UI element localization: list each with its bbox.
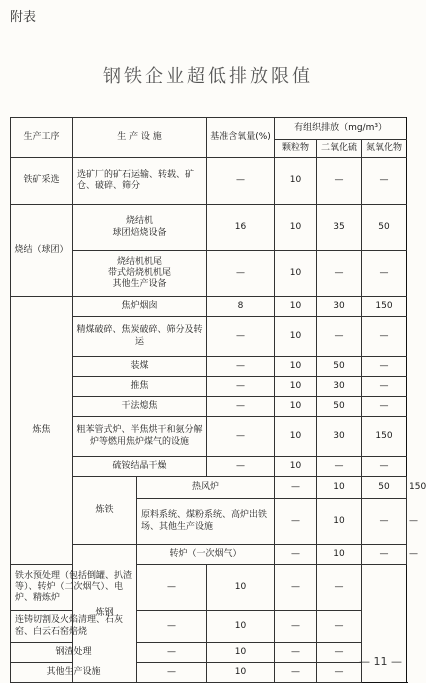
nox-cell: — bbox=[362, 457, 407, 477]
oxygen-cell: — bbox=[137, 643, 207, 663]
header-pm: 颗粒物 bbox=[275, 140, 317, 158]
process-cell: 炼钢 bbox=[73, 545, 137, 683]
facility-cell: 铁水预处理（包括倒罐、扒渣等）、转炉（二次烟气）、电炉、精炼炉 bbox=[11, 565, 137, 611]
oxygen-cell: 8 bbox=[207, 297, 275, 317]
nox-cell: — bbox=[362, 317, 407, 357]
facility-cell: 连铸切割及火焰清理、石灰窑、白云石窑焙烧 bbox=[11, 611, 137, 643]
oxygen-cell: 16 bbox=[207, 205, 275, 251]
oxygen-cell: — bbox=[207, 357, 275, 377]
table-row: 炼钢 转炉（一次烟气） — 10 — — bbox=[11, 545, 407, 565]
table-row bbox=[11, 565, 407, 611]
facility-cell: 转炉（一次烟气） bbox=[137, 545, 275, 565]
so2-cell: — bbox=[317, 158, 362, 205]
facility-cell: 焦炉烟囱 bbox=[73, 297, 207, 317]
oxygen-cell: — bbox=[137, 663, 207, 683]
facility-cell: 原料系统、煤粉系统、高炉出铁场、其他生产设施 bbox=[137, 499, 275, 545]
nox-cell: — bbox=[317, 663, 362, 683]
nox-cell: — bbox=[362, 397, 407, 417]
so2-cell: — bbox=[362, 499, 407, 545]
so2-cell: 50 bbox=[317, 357, 362, 377]
pm-cell: 10 bbox=[207, 565, 275, 611]
table-row bbox=[11, 611, 407, 643]
pm-cell: 10 bbox=[275, 251, 317, 297]
pm-cell: 10 bbox=[275, 297, 317, 317]
table-row bbox=[11, 643, 407, 663]
so2-cell: — bbox=[317, 457, 362, 477]
process-cell: 炼焦 bbox=[11, 297, 73, 565]
pm-cell: 10 bbox=[275, 158, 317, 205]
so2-cell: 50 bbox=[317, 397, 362, 417]
nox-cell: — bbox=[362, 251, 407, 297]
header-process: 生产工序 bbox=[11, 118, 73, 158]
page-number: — 11 — bbox=[359, 655, 402, 668]
header-so2: 二氧化硫 bbox=[317, 140, 362, 158]
table-row bbox=[11, 297, 407, 317]
nox-cell: 150 bbox=[362, 297, 407, 317]
table-row: 炼铁 热风炉 — 10 50 150 bbox=[11, 477, 407, 499]
oxygen-cell: — bbox=[207, 317, 275, 357]
so2-cell: — bbox=[275, 565, 317, 611]
appendix-label: 附表 bbox=[10, 10, 37, 25]
facility-cell: 烧结机机尾 带式焙烧机机尾 其他生产设备 bbox=[73, 251, 207, 297]
table-row bbox=[11, 663, 407, 683]
so2-cell: — bbox=[362, 545, 407, 565]
facility-cell: 硫铵结晶干燥 bbox=[73, 457, 207, 477]
facility-cell: 粗苯管式炉、半焦烘干和氨分解炉等燃用焦炉煤气的设施 bbox=[73, 417, 207, 457]
process-cell: 铁矿采选 bbox=[11, 158, 73, 205]
so2-cell: — bbox=[317, 251, 362, 297]
oxygen-cell: — bbox=[207, 158, 275, 205]
so2-cell: — bbox=[317, 317, 362, 357]
pm-cell: 10 bbox=[317, 499, 362, 545]
pm-cell: 10 bbox=[275, 317, 317, 357]
process-cell: 烧结（球团） bbox=[11, 205, 73, 297]
pm-cell: 10 bbox=[275, 205, 317, 251]
oxygen-cell: — bbox=[275, 545, 317, 565]
oxygen-cell: — bbox=[207, 457, 275, 477]
oxygen-cell: — bbox=[207, 417, 275, 457]
pm-cell: 10 bbox=[317, 545, 362, 565]
oxygen-cell: — bbox=[207, 397, 275, 417]
nox-cell: 150 bbox=[362, 417, 407, 457]
so2-cell: 30 bbox=[317, 417, 362, 457]
so2-cell: 35 bbox=[317, 205, 362, 251]
oxygen-cell: — bbox=[275, 477, 317, 499]
pm-cell: 10 bbox=[275, 377, 317, 397]
pm-cell: 10 bbox=[275, 417, 317, 457]
emission-limits-table bbox=[10, 117, 426, 683]
facility-cell: 精煤破碎、焦炭破碎、筛分及转运 bbox=[73, 317, 207, 357]
facility-cell: 其他生产设施 bbox=[11, 663, 137, 683]
table-row: 原料系统、煤粉系统、高炉出铁场、其他生产设施 — 10 — — bbox=[11, 499, 407, 545]
pm-cell: 10 bbox=[207, 643, 275, 663]
nox-cell: — bbox=[317, 643, 362, 663]
oxygen-cell: — bbox=[137, 565, 207, 611]
so2-cell: 30 bbox=[317, 377, 362, 397]
oxygen-cell: — bbox=[207, 251, 275, 297]
facility-cell: 装煤 bbox=[73, 357, 207, 377]
pm-cell: 10 bbox=[317, 477, 362, 499]
nox-cell: — bbox=[317, 565, 362, 611]
oxygen-cell: — bbox=[207, 377, 275, 397]
facility-cell: 烧结机 球团焙烧设备 bbox=[73, 205, 207, 251]
header-facility: 生 产 设 施 bbox=[73, 118, 207, 158]
pm-cell: 10 bbox=[207, 611, 275, 643]
table-row bbox=[11, 205, 407, 251]
facility-cell: 推焦 bbox=[73, 377, 207, 397]
nox-cell: — bbox=[362, 357, 407, 377]
header-oxygen: 基准含氧量(%) bbox=[207, 118, 275, 158]
facility-cell: 热风炉 bbox=[137, 477, 275, 499]
so2-cell: 30 bbox=[317, 297, 362, 317]
table-row bbox=[11, 158, 407, 205]
header-nox: 氮氧化物 bbox=[362, 140, 407, 158]
so2-cell: — bbox=[275, 643, 317, 663]
so2-cell: — bbox=[275, 611, 317, 643]
facility-cell: 钢渣处理 bbox=[11, 643, 137, 663]
oxygen-cell: — bbox=[137, 611, 207, 643]
pm-cell: 10 bbox=[275, 457, 317, 477]
oxygen-cell: — bbox=[275, 499, 317, 545]
nox-cell: 50 bbox=[362, 205, 407, 251]
so2-cell: — bbox=[275, 663, 317, 683]
facility-cell: 干法熄焦 bbox=[73, 397, 207, 417]
pm-cell: 10 bbox=[275, 397, 317, 417]
nox-cell: — bbox=[362, 377, 407, 397]
facility-cell: 选矿厂的矿石运输、转载、矿仓、破碎、筛分 bbox=[73, 158, 207, 205]
process-cell: 炼铁 bbox=[73, 477, 137, 545]
nox-cell: — bbox=[362, 158, 407, 205]
page-title: 钢铁企业超低排放限值 bbox=[103, 66, 313, 87]
pm-cell: 10 bbox=[207, 663, 275, 683]
pm-cell: 10 bbox=[275, 357, 317, 377]
nox-cell: — bbox=[317, 611, 362, 643]
so2-cell: 50 bbox=[362, 477, 407, 499]
header-organized-emission: 有组织排放（mg/m³） bbox=[275, 118, 407, 140]
